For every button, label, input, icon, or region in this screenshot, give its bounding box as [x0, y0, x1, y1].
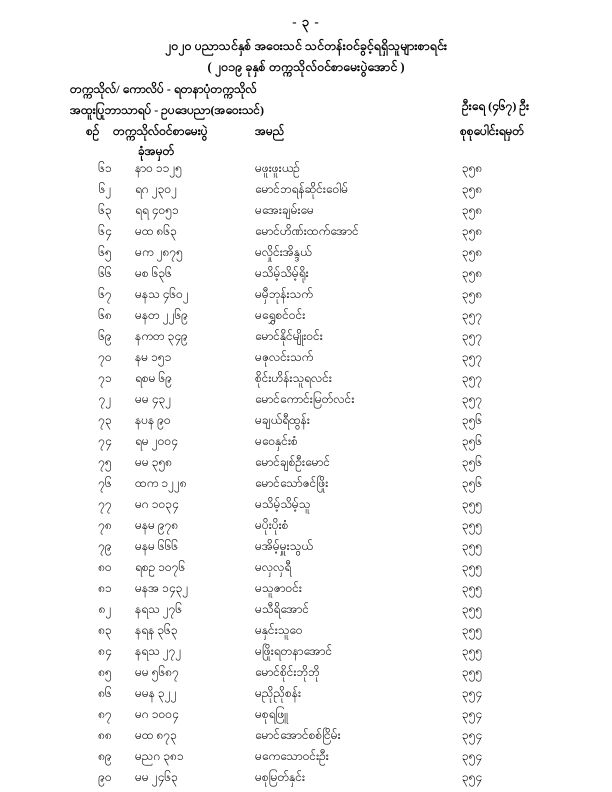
row-roll: မနသ ၄၆၀၂	[135, 287, 189, 301]
row-marks: ၃၅၅	[461, 581, 483, 595]
row-name: မောင်စိုင်းဘိုဘို	[255, 665, 320, 679]
table-row	[0, 370, 612, 391]
row-name: မသိမ့်သိမ့်သူ	[255, 497, 311, 511]
row-serial: ၆၇	[98, 287, 112, 301]
row-serial: ၆၃	[98, 203, 112, 217]
row-marks: ၃၅၄	[461, 770, 483, 784]
results-table-body	[0, 160, 612, 792]
table-row	[0, 517, 612, 538]
student-count: ဦးရေ (၄၆၇) ဦး	[462, 99, 530, 113]
row-name: မောင်သော်ဇင်ဖြိုး	[255, 476, 329, 490]
row-name: မသီရိအောင်	[255, 602, 309, 616]
table-row	[0, 643, 612, 664]
row-serial: ၇၉	[98, 539, 112, 553]
table-row	[0, 664, 612, 685]
row-marks: ၃၅၈	[461, 224, 483, 238]
column-header-roll-line2: ခုံအမှတ်	[138, 144, 175, 158]
row-serial: ၈၄	[98, 644, 112, 658]
row-name: မဝေနှင်းစံ	[255, 434, 298, 448]
row-name: မအေးချမ်းမေ	[255, 203, 314, 217]
row-serial: ၇၈	[98, 518, 112, 532]
table-row	[0, 706, 612, 727]
row-name: မလှလှရီ	[255, 560, 292, 574]
table-row	[0, 349, 612, 370]
row-marks: ၃၅၅	[461, 497, 483, 511]
row-marks: ၃၅၆	[461, 413, 483, 427]
table-row	[0, 433, 612, 454]
row-name: မညိုညိုစန်း	[255, 686, 302, 700]
row-serial: ၈၈	[98, 728, 112, 742]
row-marks: ၃၅၈	[461, 161, 483, 175]
row-serial: ၆၈	[98, 308, 112, 322]
table-row	[0, 181, 612, 202]
row-marks: ၃၅၈	[461, 266, 483, 280]
row-roll: မဂ ၁၀၀၄	[135, 707, 179, 721]
row-serial: ၇၄	[98, 434, 112, 448]
row-name: မရွှေစင်ဝင်း	[255, 308, 306, 322]
row-name: မကေသောဝင်းဦး	[255, 749, 329, 763]
row-roll: နမ ၁၅၁	[135, 350, 172, 364]
row-name: မောင်ချစ်ဦးမောင်	[255, 455, 331, 469]
row-name: မဖြိုးရတနာအောင်	[255, 644, 333, 658]
column-header-serial: စဉ်	[86, 124, 100, 138]
row-name: မအိမ့်မှူးသွယ်	[255, 539, 313, 553]
page-number: - ၃ -	[292, 14, 320, 29]
row-marks: ၃၅၅	[461, 602, 483, 616]
column-header-roll-line1: တက္ကသိုလ်ဝင်စာမေးပွဲ	[113, 124, 208, 138]
row-serial: ၇၆	[98, 476, 112, 490]
row-roll: မမ ၅၆၈၇	[135, 665, 179, 679]
row-roll: မက ၂၈၇၅	[135, 245, 183, 259]
row-marks: ၃၅၅	[461, 623, 483, 637]
row-marks: ၃၅၆	[461, 434, 483, 448]
row-roll: မနမ ၆၆၆	[135, 539, 179, 553]
row-roll: မထ ၈၇၃	[135, 728, 177, 742]
row-name: မောင်ဘရန်ဆိုင်းဝေါမ်	[255, 182, 349, 196]
row-marks: ၃၅၄	[461, 749, 483, 763]
row-serial: ၇၀	[98, 350, 112, 364]
row-marks: ၃၅၈	[461, 182, 483, 196]
row-roll: ရမ ၂၀၀၄	[135, 434, 178, 448]
row-name: မနှင်းသူဝေ	[255, 623, 303, 637]
row-roll: မနအ ၁၄၃၂	[135, 581, 189, 595]
row-marks: ၃၅၈	[461, 245, 483, 259]
table-row	[0, 328, 612, 349]
row-serial: ၈၅	[98, 665, 112, 679]
major-line: အထူးပြုဘာသာရပ် - ဥပဒေပညာ(အဝေးသင်)	[70, 103, 265, 117]
row-name: မမှီဘုန်းသက်	[255, 287, 313, 301]
row-serial: ၆၂	[98, 182, 112, 196]
row-roll: ရဂ ၂၃၀၂	[135, 182, 178, 196]
row-roll: မထ ၈၆၃	[135, 224, 177, 238]
university-line: တက္ကသိုလ်/ ကောလိပ် - ရတနာပုံတက္ကသိုလ်	[70, 82, 257, 96]
table-row	[0, 307, 612, 328]
row-roll: နရသ ၂၇၂	[135, 644, 182, 658]
row-serial: ၆၉	[98, 329, 112, 343]
row-serial: ၈၀	[98, 560, 112, 574]
row-name: မောင်နိုင်မျိုးဝင်း	[255, 329, 323, 343]
row-name: မသူဇာဝင်း	[255, 581, 302, 595]
table-row	[0, 622, 612, 643]
table-row	[0, 601, 612, 622]
document-subtitle: ( ၂၀၁၉ ခုနှစ် တက္ကသိုလ်ဝင်စာမေးပွဲအောင် )	[207, 60, 405, 74]
table-row	[0, 727, 612, 748]
row-name: မောင်ဟိဏ်းထက်အောင်	[255, 224, 359, 238]
table-row	[0, 559, 612, 580]
row-serial: ၆၄	[98, 224, 112, 238]
row-serial: ၈၇	[98, 707, 112, 721]
row-marks: ၃၅၈	[461, 287, 483, 301]
table-row	[0, 580, 612, 601]
row-marks: ၃၅၇	[461, 308, 483, 322]
row-serial: ၇၂	[98, 392, 112, 406]
table-row	[0, 685, 612, 706]
row-marks: ၃၅၇	[461, 392, 483, 406]
column-header-marks: စုစုပေါင်းရမှတ်	[460, 124, 525, 138]
row-name: မဖူးဖူးယဉ်	[255, 161, 300, 175]
table-row	[0, 244, 612, 265]
table-row	[0, 160, 612, 181]
row-marks: ၃၅၆	[461, 476, 483, 490]
row-roll: မဂ ၁၀၃၄	[135, 497, 179, 511]
table-row	[0, 496, 612, 517]
row-roll: မမန ၃၂၂	[135, 686, 177, 700]
row-serial: ၇၅	[98, 455, 112, 469]
row-name: မစုမြတ်နှင်း	[255, 770, 306, 784]
table-row	[0, 265, 612, 286]
row-serial: ၈၉	[98, 749, 112, 763]
row-marks: ၃၅၅	[461, 539, 483, 553]
row-roll: ရစမ ၆၉	[135, 371, 172, 385]
row-roll: နကတ ၃၄၉	[135, 329, 188, 343]
row-name: မသိမ့်သိမ့်ရိုး	[255, 266, 309, 280]
row-serial: ၆၁	[98, 161, 112, 175]
row-serial: ၆၆	[98, 266, 112, 280]
table-row	[0, 391, 612, 412]
row-roll: ရရ ၄၀၅၁	[135, 203, 179, 217]
row-serial: ၇၃	[98, 413, 112, 427]
row-marks: ၃၅၄	[461, 707, 483, 721]
row-roll: နာဝ ၁၁၂၅	[135, 161, 183, 175]
row-serial: ၆၅	[98, 245, 112, 259]
row-roll: မညဂ ၃၈၁	[135, 749, 184, 763]
row-roll: မစ ၆၃၆	[135, 266, 172, 280]
row-serial: ၈၁	[98, 581, 112, 595]
row-serial: ၈၂	[98, 602, 112, 616]
table-row	[0, 475, 612, 496]
row-roll: နရန ၃၆၃	[135, 623, 178, 637]
row-name: မောင်ကောင်းမြတ်လင်း	[255, 392, 355, 406]
column-header-name: အမည်	[255, 124, 285, 138]
row-marks: ၃၅၆	[461, 455, 483, 469]
row-marks: ၃၅၇	[461, 371, 483, 385]
row-serial: ၈၆	[98, 686, 112, 700]
row-marks: ၃၅၅	[461, 518, 483, 532]
row-marks: ၃၅၅	[461, 665, 483, 679]
row-roll: မနမ ၉၇၈	[135, 518, 179, 532]
row-roll: ရစဥ ၁၀၇၆	[135, 560, 186, 574]
row-name: မလှိုင်းအိန္ဒယ်	[255, 245, 312, 259]
row-name: မဇုလင်းသက်	[255, 350, 314, 364]
row-marks: ၃၅၅	[461, 560, 483, 574]
row-name: မစုရဖြူ	[255, 707, 288, 721]
row-marks: ၃၅၇	[461, 350, 483, 364]
document-title: ၂၀၂၀ ပညာသင်နှစ် အဝေးသင် သင်တန်းဝင်ခွင့်ရရှိသူများစာရင်း	[164, 39, 448, 53]
row-roll: နရသ ၂၇၆	[135, 602, 183, 616]
row-roll: မမ ၃၅၈	[135, 455, 173, 469]
row-roll: နပန ၉၀	[135, 413, 171, 427]
table-row	[0, 286, 612, 307]
row-serial: ၇၇	[98, 497, 112, 511]
row-marks: ၃၅၈	[461, 203, 483, 217]
table-row	[0, 202, 612, 223]
row-name: စိုင်းဟိန်းသူရလင်း	[255, 371, 332, 385]
row-serial: ၈၃	[98, 623, 112, 637]
row-roll: မနတ ၂၂၆၉	[135, 308, 189, 322]
row-marks: ၃၅၄	[461, 686, 483, 700]
row-marks: ၃၅၇	[461, 329, 483, 343]
table-row	[0, 454, 612, 475]
table-row	[0, 538, 612, 559]
row-serial: ၉၀	[98, 770, 112, 784]
row-roll: မမ ၄၃၂	[135, 392, 172, 406]
table-row	[0, 223, 612, 244]
table-row	[0, 769, 612, 790]
row-roll: မမ ၂၄၆၃	[135, 770, 178, 784]
row-roll: ထက ၁၂၂၈	[135, 476, 187, 490]
row-marks: ၃၅၄	[461, 728, 483, 742]
row-serial: ၇၁	[98, 371, 112, 385]
row-name: မပိုးပိုးစံ	[255, 518, 289, 532]
row-name: မောင်အောင်စစ်ငြိမ်း	[255, 728, 341, 742]
table-row	[0, 748, 612, 769]
table-row	[0, 412, 612, 433]
row-name: မချယ်ရီထွန်း	[255, 413, 310, 427]
row-marks: ၃၅၅	[461, 644, 483, 658]
